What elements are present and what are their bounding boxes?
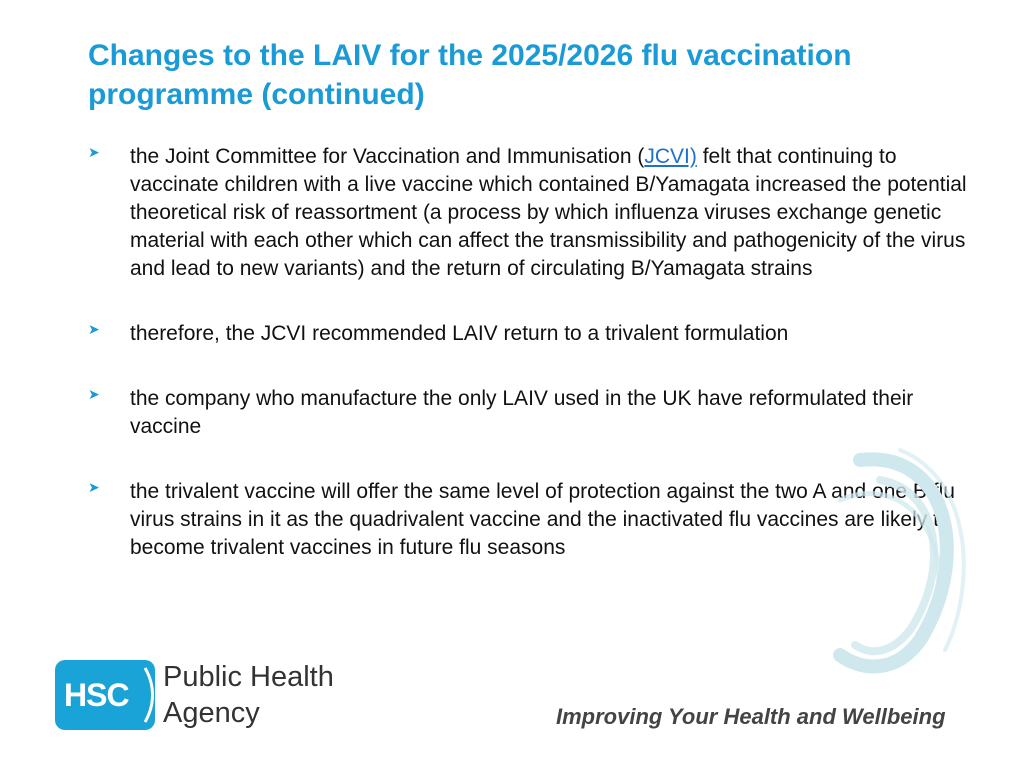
swirl-watermark-icon (800, 440, 980, 680)
arrowhead-bullet-icon: ➤ (88, 479, 100, 495)
bullet-text: the company who manufacture the only LAIV used in the UK have reformulated their vaccine (130, 387, 914, 438)
bullet-item-trivalent-recommendation (88, 320, 968, 348)
hsc-public-health-agency-logo (55, 660, 355, 735)
slide-title: Changes to the LAIV for the 2025/2026 flu vaccination programme (continued) (88, 39, 852, 111)
jcvi-link[interactable]: JCVI) (644, 145, 697, 168)
arrowhead-bullet-icon: ➤ (88, 321, 100, 337)
footer-tagline: Improving Your Health and Wellbeing (556, 704, 946, 729)
bullet-text-before-link: the Joint Committee for Vaccination and Immunisation ( (130, 145, 645, 168)
org-name-line2: Agency (163, 697, 260, 729)
bullet-text: the trivalent vaccine will offer the same level of protection against the two A and one B flu virus strains in it as the quadrivalent vaccine and the inactivated flu vaccines are likely to become trivalent vaccines in future flu seasons (130, 480, 955, 559)
hsc-logo-text: HSC (64, 677, 129, 713)
org-name-line1: Public Health (163, 661, 334, 693)
bullet-item-jcvi-reasoning (88, 143, 968, 283)
arrowhead-bullet-icon: ➤ (88, 386, 100, 402)
bullet-text: therefore, the JCVI recommended LAIV return to a trivalent formulation (130, 322, 789, 345)
bullet-text-after-link: felt that continuing to vaccinate children with a live vaccine which contained B/Yamagata increased the potential theoretical risk of reassortment (a process by which influenza viruses exchange genetic material with each other which can affect the transmissibility and pathogenicity of the virus and lead to new variants) and the return of circulating B/Yamagata strains (130, 145, 967, 280)
arrowhead-bullet-icon: ➤ (88, 144, 100, 160)
bullet-item-reformulated (88, 385, 968, 441)
